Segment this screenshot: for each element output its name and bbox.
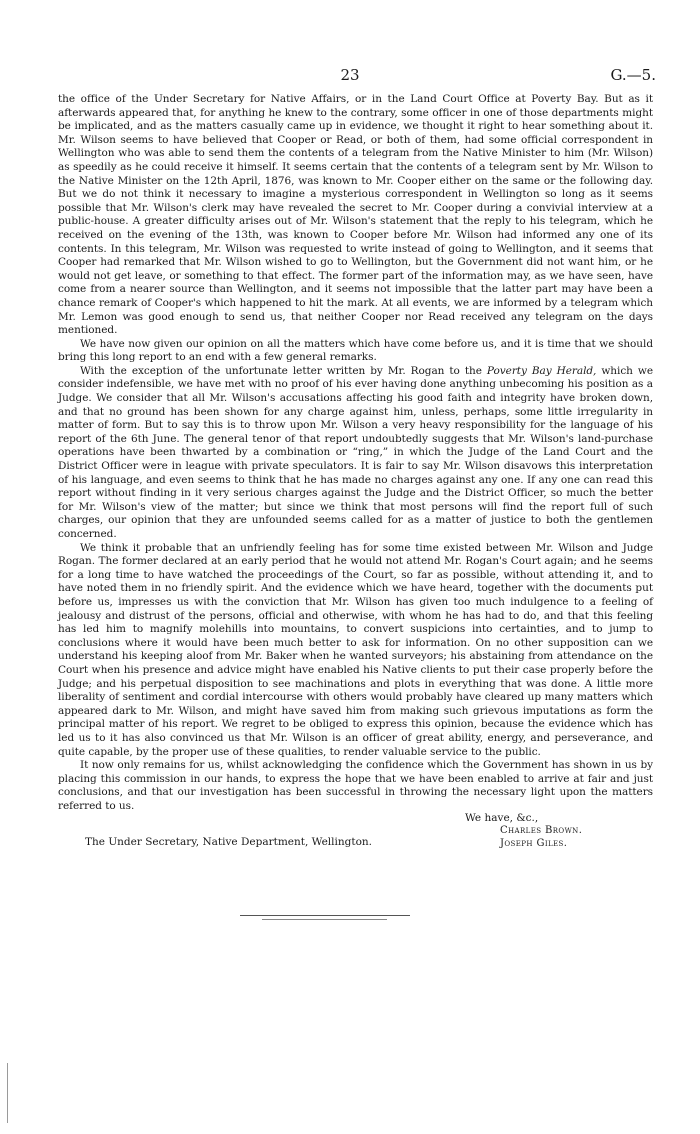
end-rule-short xyxy=(262,919,387,920)
margin-scan-mark xyxy=(7,1063,8,1123)
signatory-name: Charles Brown. xyxy=(500,825,583,836)
newspaper-title: Poverty Bay Herald, xyxy=(486,364,597,377)
paragraph-unfriendly-feeling: We think it probable that an unfriendly feeling has for some time existed between Mr. Wilson and Judge Rogan. The former declared at an early period that he would not attend Mr. Rogan's Court again; and he seems for a long time to have watched the proceedings of the Court, so far as possible, without attending it, and to have noted them in no friendly spirit. And the evidence which we have heard, together with the documents put before us, impresses us with the conviction that Mr. Wilson has given too much indulgence to a feeling of jealousy and distrust of the persons, official and otherwise, with whom he has had to do, and that this feeling has led him to magnify molehills into mountains, to convert suspicions into certainties, and to jump to conclusions where it would have been much better to ask for information. On no other supposition can we understand his keeping aloof from Mr. Baker when he wanted surveyors; his abstaining from attendance on the Court when his presence and advice might have enabled his Native clients to put their case properly before the Judge; and his perpetual disposition to see machinations and plots in everything that was done. A little more liberality of sentiment and cordial intercourse with others would probably have cleared up many matters which appeared dark to Mr. Wilson, and might have saved him from making such grievous imputations as form the principal matter of his report. We regret to be obliged to express this opinion, because the evidence which has led us to it has also convinced us that Mr. Wilson is an officer of great ability, energy, and perseverance, and quite capable, by the proper use of these qualities, to render valuable service to the public. xyxy=(58,541,653,758)
end-rule xyxy=(240,915,410,916)
paragraph-telegram-matter: the office of the Under Secretary for Native Affairs, or in the Land Court Office at Poverty Bay. But as it afterwards appeared that, for anything he knew to the contrary, some officer in one of those departments might be implicated, and as the matters casually came up in evidence, we thought it right to hear something about it. Mr. Wilson seems to have believed that Cooper or Read, or both of them, had some official correspondent in Wellington who was able to send them the contents of a telegram from the Native Minister to him (Mr. Wilson) as speedily as he could receive it himself. It seems certain that the contents of a telegram sent by Mr. Wilson to the Native Minister on the 12th April, 1876, was known to Mr. Cooper either on the same or the following day. But we do not think it necessary to imagine a mysterious correspondent in Wellington so long as it seems possible that Mr. Wilson's clerk may have revealed the secret to Mr. Cooper during a convivial interview at a public-house. A greater difficulty arises out of Mr. Wilson's statement that the reply to his telegram, which he received on the evening of the 13th, was known to Cooper before Mr. Wilson had informed any one of its contents. In this telegram, Mr. Wilson was requested to write instead of going to Wellington, and it seems that Cooper had remarked that Mr. Wilson wished to go to Wellington, but the Government did not want him, or he would not get leave, or something to that effect. The former part of the information may, as we have seen, have come from a nearer source than Wellington, and it seems not impossible that the latter part may have been a chance remark of Cooper's which happened to hit the mark. At all events, we are informed by a telegram which Mr. Lemon was good enough to send us, that neither Cooper nor Read received any telegram on the days mentioned. xyxy=(58,93,653,337)
paragraph-text-part: With the exception of the unfortunate letter written by Mr. Rogan to the xyxy=(80,364,487,377)
report-body xyxy=(58,93,653,813)
signatory-name: Joseph Giles. xyxy=(500,838,568,849)
paragraph-text-part: which we consider indefensible, we have met with no proof of his ever having done anything unbecoming his position as a Judge. We consider that all Mr. Wilson's accusations affecting his good faith and integrity have broken down, and that no ground has been shown for any charge against him, unless, perhaps, some little irregularity in matter of form. But to say this is to throw upon Mr. Wilson a very heavy responsibility for the language of his report of the 6th June. The general tenor of that report undoubtedly suggests that Mr. Wilson's land-purchase operations have been thwarted by a combination or “ring,” in which the Judge of the Land Court and the District Officer were in league with private speculators. It is fair to say Mr. Wilson disavows this interpretation of his language, and even seems to think that he has made no charges against any one. If any one can read this report without finding in it very serious charges against the Judge and the District Officer, so much the better for Mr. Wilson's view of the matter; but since we think that most persons will find the report full of such charges, our opinion that they are unfounded seems called for as a matter of justice to both the gentlemen concerned. xyxy=(58,364,653,540)
paragraph-judge-rogan-conduct xyxy=(58,365,653,542)
page-number: 23 xyxy=(340,66,360,84)
document-reference: G.—5. xyxy=(610,66,656,84)
paragraph-general-remarks-intro: We have now given our opinion on all the matters which have come before us, and it is time that we should bring this long report to an end with a few general remarks. xyxy=(58,337,653,364)
paragraph-closing-hope: It now only remains for us, whilst acknowledging the confidence which the Government has shown in us by placing this commission in our hands, to express the hope that we have been enabled to arrive at fair and just conclusions, and that our investigation has been successful in throwing the necessary light upon the matters referred to us. xyxy=(58,759,653,812)
closing-salutation: We have, &c., xyxy=(465,812,539,824)
addressee-line: The Under Secretary, Native Department, Wellington. xyxy=(85,836,372,848)
